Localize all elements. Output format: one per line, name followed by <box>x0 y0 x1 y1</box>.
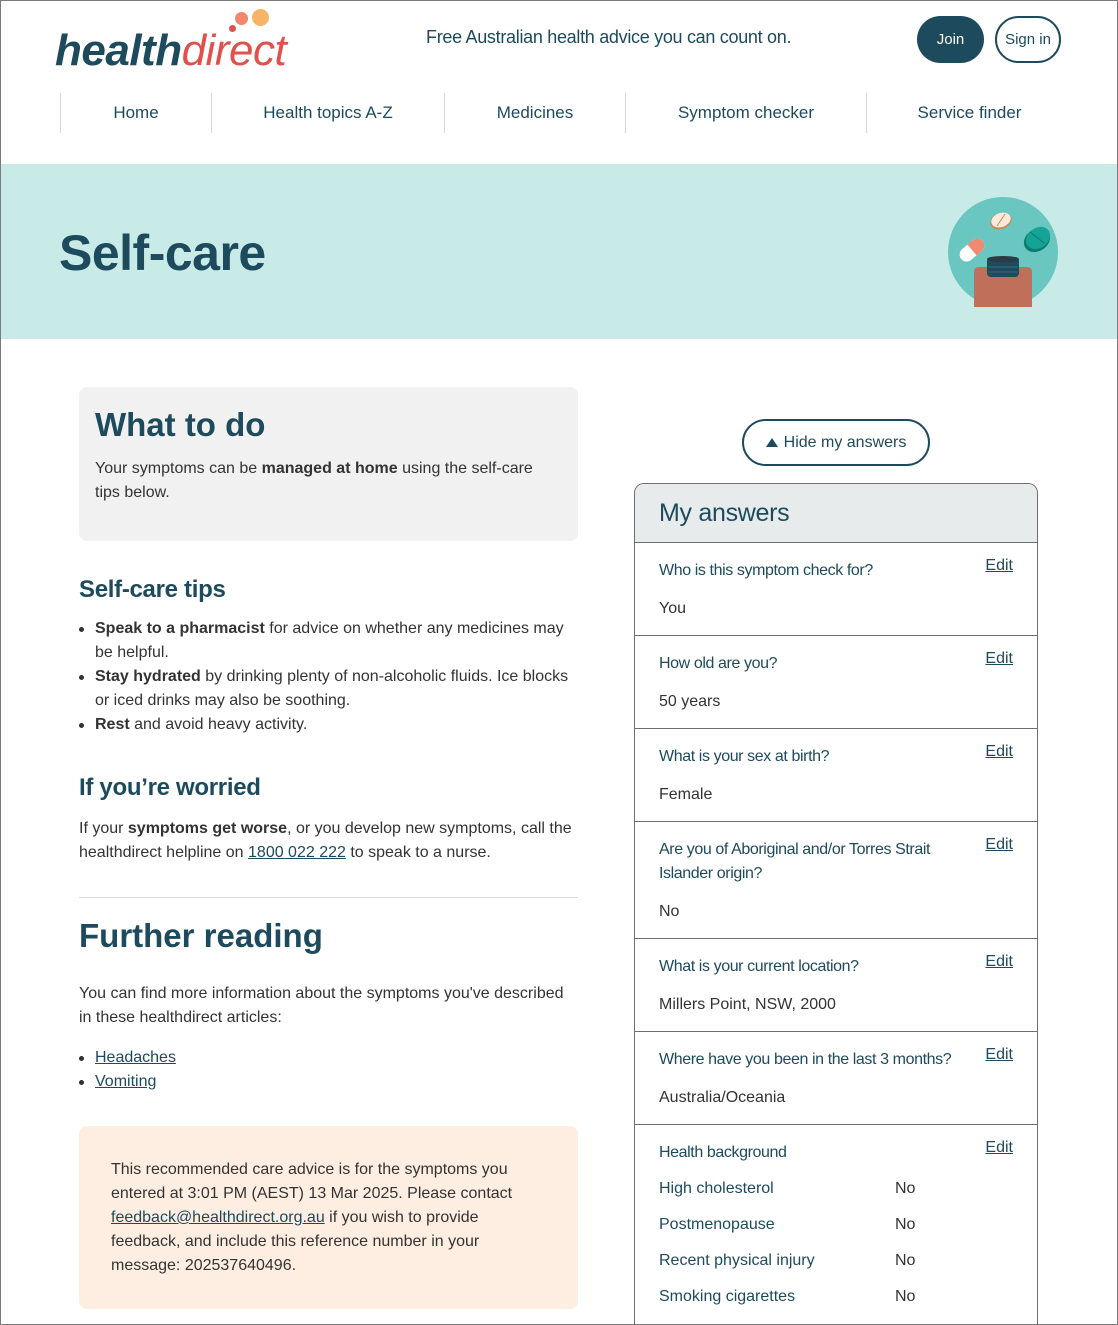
main-nav <box>60 93 1072 133</box>
logo-health-text: health <box>55 26 182 75</box>
main-content <box>79 387 578 1309</box>
answer-question: Are you of Aboriginal and/or Torres Strait Islander origin? <box>659 841 931 882</box>
further-reading-text: You can find more information about the symptoms you've described in these healthdirect articles: <box>79 985 564 1026</box>
triangle-up-icon <box>766 438 778 447</box>
answer-value: Female <box>659 786 713 803</box>
list-item: Speak to a pharmacist for advice on whether any medicines may be helpful. <box>79 617 578 665</box>
what-to-do-text: Your symptoms can be managed at home using the self-care tips below. <box>95 460 533 501</box>
nav-medicines[interactable]: Medicines <box>444 93 625 133</box>
answer-row <box>635 939 1037 1032</box>
what-to-do-box <box>79 387 578 541</box>
reference-notice <box>79 1126 578 1309</box>
notice-text: This recommended care advice is for the symptoms you entered at 3:01 PM (AEST) 13 Mar 2025. Please contact feedback@healthdirect.org.au if you wish to provide feedback, and include this reference number in your message: 202537640496. <box>111 1161 513 1274</box>
edit-link[interactable]: Edit <box>985 953 1013 970</box>
worried-title: If you’re worried <box>79 774 261 801</box>
answer-row <box>635 822 1037 939</box>
answer-row <box>635 1032 1037 1125</box>
answer-row <box>635 543 1037 636</box>
join-button[interactable]: Join <box>917 16 984 63</box>
logo-dot-medium <box>235 12 248 25</box>
answer-value: 50 years <box>659 693 721 710</box>
health-background-title: Health background <box>659 1144 787 1161</box>
edit-link[interactable]: Edit <box>985 743 1013 760</box>
health-background-item: Smoking cigarettes No <box>659 1288 916 1305</box>
answer-row <box>635 636 1037 729</box>
edit-link[interactable]: Edit <box>985 557 1013 574</box>
worried-text: If your symptoms get worse, or you develop new symptoms, call the healthdirect helpline on 1800 022 222 to speak to a nurse. <box>79 820 572 861</box>
edit-link[interactable]: Edit <box>985 836 1013 853</box>
hide-answers-button[interactable] <box>742 419 930 466</box>
further-reading-links <box>79 1046 578 1094</box>
nav-symptom-checker[interactable]: Symptom checker <box>625 93 866 133</box>
feedback-email-link[interactable]: feedback@healthdirect.org.au <box>111 1209 325 1226</box>
what-to-do-title: What to do <box>95 406 266 443</box>
answer-value: Millers Point, NSW, 2000 <box>659 996 836 1013</box>
helpline-phone-link[interactable]: 1800 022 222 <box>248 844 346 861</box>
site-header <box>1 1 1117 164</box>
tagline: Free Australian health advice you can count on. <box>426 27 792 47</box>
hide-answers-label: Hide my answers <box>783 433 907 451</box>
logo-dot-large <box>252 9 269 26</box>
edit-link[interactable]: Edit <box>985 1046 1013 1063</box>
healthdirect-logo[interactable] <box>55 9 305 75</box>
self-care-tips-list <box>79 617 578 737</box>
further-reading-title: Further reading <box>79 917 323 954</box>
list-item <box>79 1046 578 1070</box>
page-title: Self-care <box>59 225 266 281</box>
logo-direct-text: direct <box>181 26 287 75</box>
answer-question: How old are you? <box>659 655 778 672</box>
health-background-row <box>635 1125 1037 1325</box>
list-item: Rest and avoid heavy activity. <box>79 713 578 737</box>
answer-question: Who is this symptom check for? <box>659 562 873 579</box>
vomiting-link[interactable]: Vomiting <box>95 1073 157 1090</box>
answer-question: Where have you been in the last 3 months? <box>659 1051 952 1068</box>
answer-row <box>635 729 1037 822</box>
sign-in-button[interactable]: Sign in <box>995 16 1061 63</box>
page-banner <box>1 164 1117 339</box>
my-answers-title: My answers <box>635 484 1037 543</box>
answer-question: What is your current location? <box>659 958 859 975</box>
divider <box>79 897 578 898</box>
self-care-tips-title: Self-care tips <box>79 576 226 603</box>
medicine-pills-icon <box>948 197 1058 307</box>
answer-value: You <box>659 600 686 617</box>
health-background-item: Postmenopause No <box>659 1216 916 1233</box>
list-item: Stay hydrated by drinking plenty of non-alcoholic fluids. Ice blocks or iced drinks may also be soothing. <box>79 665 578 713</box>
list-item <box>79 1070 578 1094</box>
answer-value: Australia/Oceania <box>659 1089 786 1106</box>
nav-service-finder[interactable]: Service finder <box>866 93 1072 133</box>
edit-link[interactable]: Edit <box>985 1139 1013 1156</box>
nav-health-topics[interactable]: Health topics A-Z <box>211 93 444 133</box>
edit-link[interactable]: Edit <box>985 650 1013 667</box>
my-answers-panel <box>634 483 1038 1325</box>
headaches-link[interactable]: Headaches <box>95 1049 176 1066</box>
health-background-item: Recent physical injury No <box>659 1252 916 1269</box>
answer-value: No <box>659 903 680 920</box>
answer-question: What is your sex at birth? <box>659 748 830 765</box>
nav-home[interactable]: Home <box>60 93 211 133</box>
health-background-item: High cholesterol No <box>659 1180 916 1197</box>
